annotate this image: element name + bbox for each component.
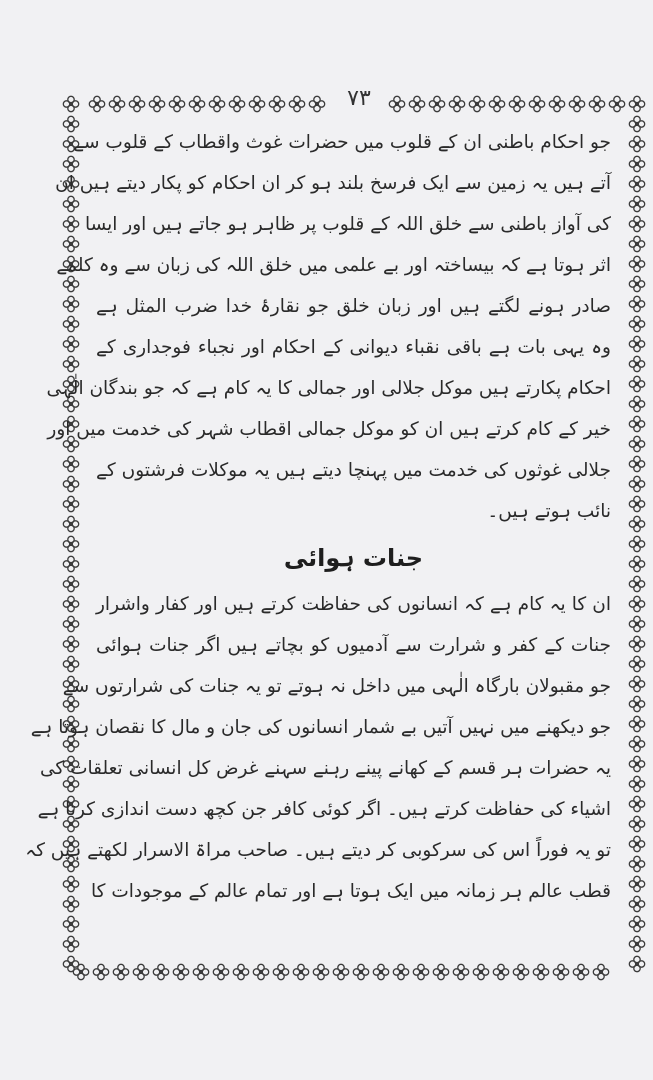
text-line: جو احکام باطنی ان کے قلوب میں حضرات غوث واقطاب کے قلوب سے [73, 132, 611, 153]
quatrefoil-ornament-icon [628, 675, 646, 693]
quatrefoil-ornament-icon [472, 963, 490, 981]
quatrefoil-ornament-icon [628, 855, 646, 873]
text-line: جنات کے کفر و شرارت سے آدمیوں کو بچاتے ہیں اگر جنات ہوائی [96, 635, 611, 656]
quatrefoil-ornament-icon [128, 95, 146, 113]
quatrefoil-ornament-icon [312, 963, 330, 981]
body-text [25, 122, 611, 912]
quatrefoil-ornament-icon [628, 135, 646, 153]
text-line: صادر ہونے لگتے ہیں اور زبان خلق جو نقارۂ خدا ضرب المثل ہے [96, 296, 611, 317]
quatrefoil-ornament-icon [628, 115, 646, 133]
quatrefoil-ornament-icon [532, 963, 550, 981]
quatrefoil-ornament-icon [628, 535, 646, 553]
section-heading: جنات ہوائی [283, 544, 424, 572]
quatrefoil-ornament-icon [468, 95, 486, 113]
quatrefoil-ornament-icon [148, 95, 166, 113]
quatrefoil-ornament-icon [628, 415, 646, 433]
quatrefoil-ornament-icon [628, 955, 646, 973]
text-line: جو مقبولان بارگاہ الٰہی میں داخل نہ ہوتے تو یہ جنات کی شرارتوں سے [62, 676, 611, 697]
quatrefoil-ornament-icon [152, 963, 170, 981]
right-border-ornaments [628, 95, 646, 973]
quatrefoil-ornament-icon [92, 963, 110, 981]
text-line: قطب عالم ہر زمانہ میں ایک ہوتا ہے اور تمام عالم کے موجودات کا [91, 881, 611, 902]
bottom-border-ornaments [72, 963, 610, 981]
quatrefoil-ornament-icon [388, 95, 406, 113]
quatrefoil-ornament-icon [272, 963, 290, 981]
page-number: ۷۳ [347, 86, 371, 111]
quatrefoil-ornament-icon [62, 535, 80, 553]
text-line: جو دیکھنے میں نہیں آتیں بے شمار انسانوں کی جان و مال کا نقصان ہوتا ہے [30, 717, 611, 738]
quatrefoil-ornament-icon [428, 95, 446, 113]
top-border-ornaments-left [88, 95, 326, 113]
quatrefoil-ornament-icon [192, 963, 210, 981]
quatrefoil-ornament-icon [62, 95, 80, 113]
quatrefoil-ornament-icon [512, 963, 530, 981]
quatrefoil-ornament-icon [62, 575, 80, 593]
quatrefoil-ornament-icon [628, 295, 646, 313]
quatrefoil-ornament-icon [62, 495, 80, 513]
text-line: ان کا یہ کام ہے کہ انسانوں کی حفاظت کرتے ہیں اور کفار واشرار [96, 594, 611, 615]
quatrefoil-ornament-icon [62, 335, 80, 353]
quatrefoil-ornament-icon [252, 963, 270, 981]
quatrefoil-ornament-icon [628, 395, 646, 413]
quatrefoil-ornament-icon [308, 95, 326, 113]
quatrefoil-ornament-icon [628, 215, 646, 233]
quatrefoil-ornament-icon [492, 963, 510, 981]
quatrefoil-ornament-icon [62, 595, 80, 613]
quatrefoil-ornament-icon [62, 555, 80, 573]
quatrefoil-ornament-icon [62, 315, 80, 333]
quatrefoil-ornament-icon [628, 615, 646, 633]
quatrefoil-ornament-icon [188, 95, 206, 113]
quatrefoil-ornament-icon [108, 95, 126, 113]
quatrefoil-ornament-icon [392, 963, 410, 981]
text-line: جلالی غوثوں کی خدمت میں پہنچا دیتے ہیں یہ موکلات فرشتوں کے [96, 460, 611, 481]
quatrefoil-ornament-icon [62, 915, 80, 933]
quatrefoil-ornament-icon [432, 963, 450, 981]
quatrefoil-ornament-icon [292, 963, 310, 981]
quatrefoil-ornament-icon [62, 635, 80, 653]
quatrefoil-ornament-icon [628, 95, 646, 113]
quatrefoil-ornament-icon [232, 963, 250, 981]
quatrefoil-ornament-icon [568, 95, 586, 113]
quatrefoil-ornament-icon [628, 435, 646, 453]
text-line: آتے ہیں یہ زمین سے ایک فرسخ بلند ہو کر ان احکام کو پکار دیتے ہیں ان [55, 173, 611, 194]
quatrefoil-ornament-icon [62, 455, 80, 473]
quatrefoil-ornament-icon [608, 95, 626, 113]
quatrefoil-ornament-icon [488, 95, 506, 113]
quatrefoil-ornament-icon [268, 95, 286, 113]
quatrefoil-ornament-icon [628, 355, 646, 373]
quatrefoil-ornament-icon [628, 235, 646, 253]
quatrefoil-ornament-icon [628, 195, 646, 213]
quatrefoil-ornament-icon [628, 875, 646, 893]
text-line: تو یہ فوراً اس کی سرکوبی کر دیتے ہیں۔ صاحب مراۃ الاسرار لکھتے ہیں کہ [25, 840, 611, 861]
quatrefoil-ornament-icon [372, 963, 390, 981]
quatrefoil-ornament-icon [62, 295, 80, 313]
text-line: کی آواز باطنی سے خلق اللہ کے قلوب پر ظاہر ہو جاتے ہیں اور ایسا [84, 214, 611, 235]
quatrefoil-ornament-icon [412, 963, 430, 981]
quatrefoil-ornament-icon [628, 515, 646, 533]
quatrefoil-ornament-icon [62, 515, 80, 533]
quatrefoil-ornament-icon [552, 963, 570, 981]
quatrefoil-ornament-icon [628, 655, 646, 673]
quatrefoil-ornament-icon [628, 455, 646, 473]
quatrefoil-ornament-icon [448, 95, 466, 113]
text-line: اشیاء کی حفاظت کرتے ہیں۔ اگر کوئی کافر جن کچھ دست اندازی کرتا ہے [37, 799, 611, 820]
quatrefoil-ornament-icon [628, 275, 646, 293]
quatrefoil-ornament-icon [628, 555, 646, 573]
quatrefoil-ornament-icon [628, 475, 646, 493]
quatrefoil-ornament-icon [628, 915, 646, 933]
text-line: نائب ہوتے ہیں۔ [487, 501, 611, 522]
quatrefoil-ornament-icon [588, 95, 606, 113]
quatrefoil-ornament-icon [228, 95, 246, 113]
quatrefoil-ornament-icon [452, 963, 470, 981]
quatrefoil-ornament-icon [62, 215, 80, 233]
quatrefoil-ornament-icon [628, 775, 646, 793]
quatrefoil-ornament-icon [628, 495, 646, 513]
quatrefoil-ornament-icon [132, 963, 150, 981]
quatrefoil-ornament-icon [352, 963, 370, 981]
quatrefoil-ornament-icon [62, 895, 80, 913]
quatrefoil-ornament-icon [88, 95, 106, 113]
quatrefoil-ornament-icon [628, 735, 646, 753]
quatrefoil-ornament-icon [528, 95, 546, 113]
quatrefoil-ornament-icon [628, 935, 646, 953]
quatrefoil-ornament-icon [72, 963, 90, 981]
quatrefoil-ornament-icon [248, 95, 266, 113]
quatrefoil-ornament-icon [628, 375, 646, 393]
quatrefoil-ornament-icon [628, 695, 646, 713]
text-line: اثر ہوتا ہے کہ بیساختہ اور بے علمی میں خلق اللہ کی زبان سے وہ کلمے [56, 255, 611, 276]
quatrefoil-ornament-icon [628, 895, 646, 913]
quatrefoil-ornament-icon [508, 95, 526, 113]
text-line: وہ یہی بات ہے باقی نقباء دیوانی کے احکام اور نجباء فوجداری کے [96, 337, 611, 358]
top-border-ornaments-right [388, 95, 626, 113]
quatrefoil-ornament-icon [172, 963, 190, 981]
quatrefoil-ornament-icon [628, 795, 646, 813]
text-line: احکام پکارتے ہیں موکل جلالی اور جمالی کا یہ کام ہے کہ جو بندگان الٰہی [46, 378, 611, 399]
quatrefoil-ornament-icon [212, 963, 230, 981]
quatrefoil-ornament-icon [62, 935, 80, 953]
quatrefoil-ornament-icon [628, 175, 646, 193]
quatrefoil-ornament-icon [628, 715, 646, 733]
quatrefoil-ornament-icon [572, 963, 590, 981]
text-line: یہ حضرات ہر قسم کے کھانے پینے رہنے سہنے غرض کل انسانی تعلقات کی [39, 758, 611, 779]
quatrefoil-ornament-icon [408, 95, 426, 113]
quatrefoil-ornament-icon [288, 95, 306, 113]
quatrefoil-ornament-icon [592, 963, 610, 981]
quatrefoil-ornament-icon [628, 315, 646, 333]
quatrefoil-ornament-icon [628, 635, 646, 653]
quatrefoil-ornament-icon [628, 595, 646, 613]
quatrefoil-ornament-icon [62, 475, 80, 493]
quatrefoil-ornament-icon [628, 335, 646, 353]
quatrefoil-ornament-icon [548, 95, 566, 113]
quatrefoil-ornament-icon [62, 875, 80, 893]
quatrefoil-ornament-icon [628, 255, 646, 273]
text-line: خیر کے کام کرتے ہیں ان کو موکل جمالی اقطاب شہر کی خدمت میں اور [47, 419, 611, 440]
quatrefoil-ornament-icon [332, 963, 350, 981]
quatrefoil-ornament-icon [628, 835, 646, 853]
quatrefoil-ornament-icon [628, 155, 646, 173]
quatrefoil-ornament-icon [628, 815, 646, 833]
quatrefoil-ornament-icon [112, 963, 130, 981]
quatrefoil-ornament-icon [208, 95, 226, 113]
quatrefoil-ornament-icon [62, 615, 80, 633]
quatrefoil-ornament-icon [628, 575, 646, 593]
quatrefoil-ornament-icon [168, 95, 186, 113]
quatrefoil-ornament-icon [628, 755, 646, 773]
